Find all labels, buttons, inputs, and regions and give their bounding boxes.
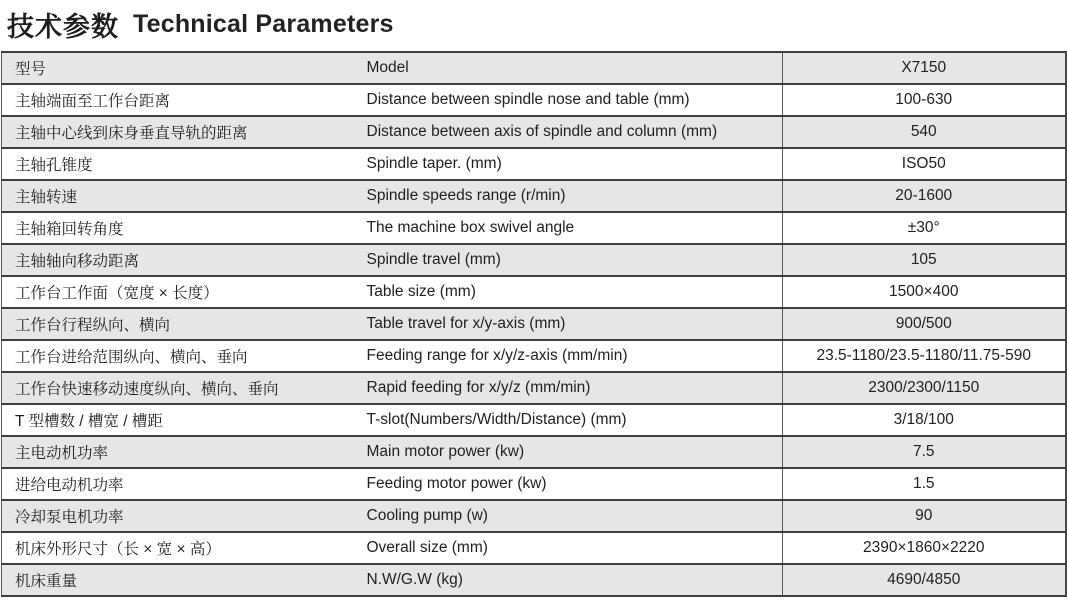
table-row — [2, 212, 1066, 244]
param-name-cn: 主轴孔锥度 — [2, 148, 357, 180]
table-row — [2, 52, 1066, 84]
param-value: 90 — [783, 500, 1066, 532]
param-name-en: T-slot(Numbers/Width/Distance) (mm) — [357, 404, 783, 436]
param-value: 3/18/100 — [783, 404, 1066, 436]
param-name-en: Model — [357, 52, 783, 84]
param-name-en: Overall size (mm) — [357, 532, 783, 564]
param-name-cn: T 型槽数 / 槽宽 / 槽距 — [2, 404, 357, 436]
param-name-en: N.W/G.W (kg) — [357, 564, 783, 596]
param-name-cn: 工作台快速移动速度纵向、横向、垂向 — [2, 372, 357, 404]
param-name-cn: 机床外形尺寸（长 × 宽 × 高） — [2, 532, 357, 564]
param-value: 540 — [783, 116, 1066, 148]
param-name-en: Spindle speeds range (r/min) — [357, 180, 783, 212]
table-body — [2, 52, 1066, 596]
technical-parameters-table — [1, 51, 1067, 597]
param-value: 2390×1860×2220 — [783, 532, 1066, 564]
param-name-en: Table travel for x/y-axis (mm) — [357, 308, 783, 340]
table-row — [2, 532, 1066, 564]
param-name-cn: 主轴端面至工作台距离 — [2, 84, 357, 116]
param-name-cn: 冷却泵电机功率 — [2, 500, 357, 532]
page-title-english: Technical Parameters — [133, 9, 394, 38]
param-value: ISO50 — [783, 148, 1066, 180]
param-name-cn: 进给电动机功率 — [2, 468, 357, 500]
param-value: 7.5 — [783, 436, 1066, 468]
table-row — [2, 404, 1066, 436]
param-name-en: Feeding motor power (kw) — [357, 468, 783, 500]
param-name-en: Table size (mm) — [357, 276, 783, 308]
table-row — [2, 276, 1066, 308]
table-row — [2, 116, 1066, 148]
param-name-cn: 主轴箱回转角度 — [2, 212, 357, 244]
table-row — [2, 180, 1066, 212]
param-name-en: The machine box swivel angle — [357, 212, 783, 244]
param-value: 23.5-1180/23.5-1180/11.75-590 — [783, 340, 1066, 372]
param-name-en: Spindle travel (mm) — [357, 244, 783, 276]
table-row — [2, 244, 1066, 276]
table-row — [2, 468, 1066, 500]
param-name-en: Spindle taper. (mm) — [357, 148, 783, 180]
param-name-cn: 工作台进给范围纵向、横向、垂向 — [2, 340, 357, 372]
param-value: 1.5 — [783, 468, 1066, 500]
param-name-en: Rapid feeding for x/y/z (mm/min) — [357, 372, 783, 404]
table-row — [2, 84, 1066, 116]
param-name-cn: 主电动机功率 — [2, 436, 357, 468]
table-row — [2, 372, 1066, 404]
page-title — [7, 5, 1067, 43]
param-name-en: Distance between axis of spindle and column (mm) — [357, 116, 783, 148]
param-value: 20-1600 — [783, 180, 1066, 212]
param-name-en: Distance between spindle nose and table (mm) — [357, 84, 783, 116]
param-value: 1500×400 — [783, 276, 1066, 308]
table-row — [2, 308, 1066, 340]
table-row — [2, 340, 1066, 372]
table-row — [2, 436, 1066, 468]
page-title-chinese: 技术参数 — [7, 11, 119, 42]
table-row — [2, 564, 1066, 596]
param-value: 105 — [783, 244, 1066, 276]
param-value: 900/500 — [783, 308, 1066, 340]
param-name-en: Feeding range for x/y/z-axis (mm/min) — [357, 340, 783, 372]
param-value: 4690/4850 — [783, 564, 1066, 596]
param-value: X7150 — [783, 52, 1066, 84]
table-row — [2, 148, 1066, 180]
param-name-cn: 型号 — [2, 52, 357, 84]
param-value: ±30° — [783, 212, 1066, 244]
param-name-cn: 主轴轴向移动距离 — [2, 244, 357, 276]
param-name-cn: 主轴转速 — [2, 180, 357, 212]
technical-parameters-page — [0, 5, 1067, 604]
table-row — [2, 500, 1066, 532]
param-name-cn: 主轴中心线到床身垂直导轨的距离 — [2, 116, 357, 148]
param-value: 100-630 — [783, 84, 1066, 116]
param-name-cn: 机床重量 — [2, 564, 357, 596]
param-name-cn: 工作台行程纵向、横向 — [2, 308, 357, 340]
param-value: 2300/2300/1150 — [783, 372, 1066, 404]
param-name-en: Main motor power (kw) — [357, 436, 783, 468]
param-name-cn: 工作台工作面（宽度 × 长度） — [2, 276, 357, 308]
param-name-en: Cooling pump (w) — [357, 500, 783, 532]
